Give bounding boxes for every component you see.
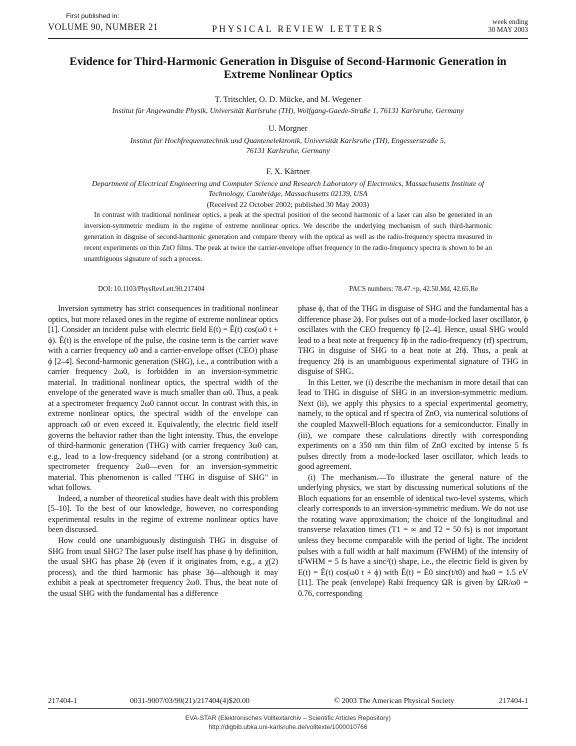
author-names-3: F. X. Kärtner bbox=[266, 167, 310, 176]
body-paragraph: Indeed, a number of theoretical studies have dealt with this problem [5–10]. To the best of our knowledge, however, no corresponding experimental results in the regime of extreme nonlinear optics have been discussed. bbox=[48, 493, 278, 535]
week-ending-label: week ending bbox=[492, 18, 528, 26]
header-right bbox=[488, 18, 528, 34]
affiliation-2: Institut für Hochfrequenztechnik und Quantenelektronik, Universität Karlsruhe (TH), Engesserstraße 5, 76131 Karlsruhe, Germany bbox=[130, 136, 446, 155]
body-paragraph: Inversion symmetry has strict consequences in traditional nonlinear optics, but more relaxed ones in the regime of extreme nonlinear optics [1]. Consider an incident pulse with electric field E(t) = Ẽ(t) cos(ω0 t + ϕ). Ẽ(t) is the envelope of the pulse, the cosine term is the carrier wave with a carrier frequency ω0 and a carrier-envelope offset (CEO) phase ϕ [2–4]. Second-harmonic generation (SHG), i.e., a contribution with a carrier frequency 2ω0, is forbidden in an inversion-symmetric material. In traditional nonlinear optics, the spectral width of the envelope of the generated wave is much smaller than ω0. Thus, a peak at a spectrometer frequency 2ω0 cannot occur. In contrast with this, in extreme nonlinear optics, the spectral width of the envelope can approach ω0 or even exceed it. Equivalently, the electric field itself governs the behavior rather than the light intensity. Thus, the envelope of third-harmonic generation (THG) with carrier frequency 3ω0 can, e.g., lead to a low-frequency sideband (or a strong contribution) at spectrometer frequency 2ω0—even for an inversion-symmetric material. This phenomenon is called "THG in disguise of SHG" in what follows. bbox=[48, 304, 278, 493]
repository-source bbox=[48, 715, 528, 732]
affiliation-1: Institut für Angewandte Physik, Universität Karlsruhe (TH), Wolfgang-Gaede-Straße 1, 76131 Karlsruhe, Germany bbox=[112, 106, 464, 115]
header-rule bbox=[48, 38, 528, 39]
copyright-notice: © 2003 The American Physical Society bbox=[334, 696, 455, 705]
page-number-left: 217404-1 bbox=[48, 696, 78, 705]
body-paragraph: In this Letter, we (i) describe the mechanism in more detail that can lead to THG in disguise of SHG in an inversion-symmetric medium. Next (ii), we apply this physics to a special experimental geometry, namely, to the optical and rf spectra of ZnO, via numerical solutions of the coupled Maxwell-Bloch equations for a semiconductor. Finally in (iii), we compare these calculations directly with corresponding experiments on a 350 nm thin film of ZnO excited by intense 5 fs pulses directly from a mode-locked laser oscillator, which leads to good agreement. bbox=[298, 377, 528, 472]
header-left bbox=[48, 12, 158, 32]
body-paragraph: phase ϕ, that of the THG in disguise of SHG and the fundamental has a difference phase 2ϕ. For pulses out of a mode-locked laser oscillator, ϕ oscillates with the CEO frequency fϕ [2–4]. Hence, usual SHG would lead to a beat note at frequency fϕ in the radio-frequency (rf) spectrum, THG in disguise of SHG to a beat note at 2fϕ. Thus, a peak at frequency 2fϕ is an unambiguous experimental signature of THG in disguise of SHG. bbox=[298, 304, 528, 377]
first-published-label: First published in: bbox=[66, 13, 120, 20]
body-paragraph: How could one unambiguously distinguish THG in disguise of SHG from usual SHG? The laser pulse itself has phase ϕ by definition, the usual SHG has phase 2ϕ (even if it originates from, e.g., a χ(2) process), and the third harmonic has phase 3ϕ—although it may exhibit a peak at spectrometer frequency 2ω0. Thus, the beat note of the usual SHG with the fundamental has a difference bbox=[48, 536, 278, 598]
doi-link[interactable]: DOI: 10.1103/PhysRevLett.90.217404 bbox=[98, 286, 205, 293]
journal-header bbox=[48, 12, 528, 46]
repository-url[interactable]: http://digbib.ubka.uni-karlsruhe.de/volltexte/1000010766 bbox=[208, 723, 368, 731]
journal-name: PHYSICAL REVIEW LETTERS bbox=[211, 24, 385, 34]
abstract: In contrast with traditional nonlinear optics, a peak at the spectral position of the second harmonic of a laser can also be generated in an inversion-symmetric medium in the regime of extreme nonlinear optics. We describe the underlying mechanism of such third-harmonic generation in disguise of second-harmonic generation and compare theory with the optical as well as the radio-frequency spectra measured in recent experiments on thin ZnO films. The peak at twice the carrier-envelope offset frequency in the radio-frequency spectra is shown to be an unambiguous signature of such a process. bbox=[84, 211, 492, 263]
volume-number: VOLUME 90, NUMBER 21 bbox=[48, 22, 159, 32]
left-column bbox=[48, 304, 278, 599]
author-names-2: U. Morgner bbox=[268, 124, 308, 133]
body-paragraph: (i) The mechanism.—To illustrate the general nature of the underlying physics, we start by discussing numerical solutions of the Bloch equations for an ensemble of identical two-level systems, which clearly corresponds to an inversion-symmetric medium. We do not use the rotating wave approximation; the choice of the longitudinal and transverse relaxation times (T1 = ∞ and T2 = 50 fs) is not important unless they become comparable with the period of light. The incident pulses with a full width at half maximum (FWHM) of the intensity of tFWHM = 5 fs have a sinc²(t) shape, i.e., the electric field is given by E(t) = Ẽ(t) cos(ω0 t + ϕ) with Ẽ(t) = Ẽ0 sinc(t/t0) and ħω0 = 1.5 eV [11]. The peak (envelope) Rabi frequency ΩR is given by ΩR/ω0 = 0.76, corresponding bbox=[298, 472, 528, 598]
author-names-1: T. Tritschler, O. D. Mücke, and M. Wegener bbox=[214, 95, 362, 104]
pacs-numbers: PACS numbers: 78.47.+p, 42.50.Md, 42.65.Re bbox=[349, 286, 478, 293]
received-dates: (Received 22 October 2002; published 30 May 2003) bbox=[206, 200, 370, 209]
article-code: 0031-9007/03/90(21)/217404(4)$20.00 bbox=[130, 696, 250, 705]
footer-rule bbox=[48, 708, 528, 709]
paper-title: Evidence for Third-Harmonic Generation in Disguise of Second-Harmonic Generation in Extreme Nonlinear Optics bbox=[69, 56, 507, 81]
issue-date: 30 MAY 2003 bbox=[488, 26, 528, 34]
repository-name: EVA-STAR (Elektronisches Volltextarchiv – Scientific Articles Repository) bbox=[185, 715, 391, 722]
right-column bbox=[298, 304, 528, 599]
page-number-right: 217404-1 bbox=[498, 696, 528, 705]
affiliation-3: Department of Electrical Engineering and Computer Science and Research Laboratory of Electronics, Massachusetts Institute of Technology, Cambridge, Massachusetts 02139, USA bbox=[91, 179, 485, 198]
